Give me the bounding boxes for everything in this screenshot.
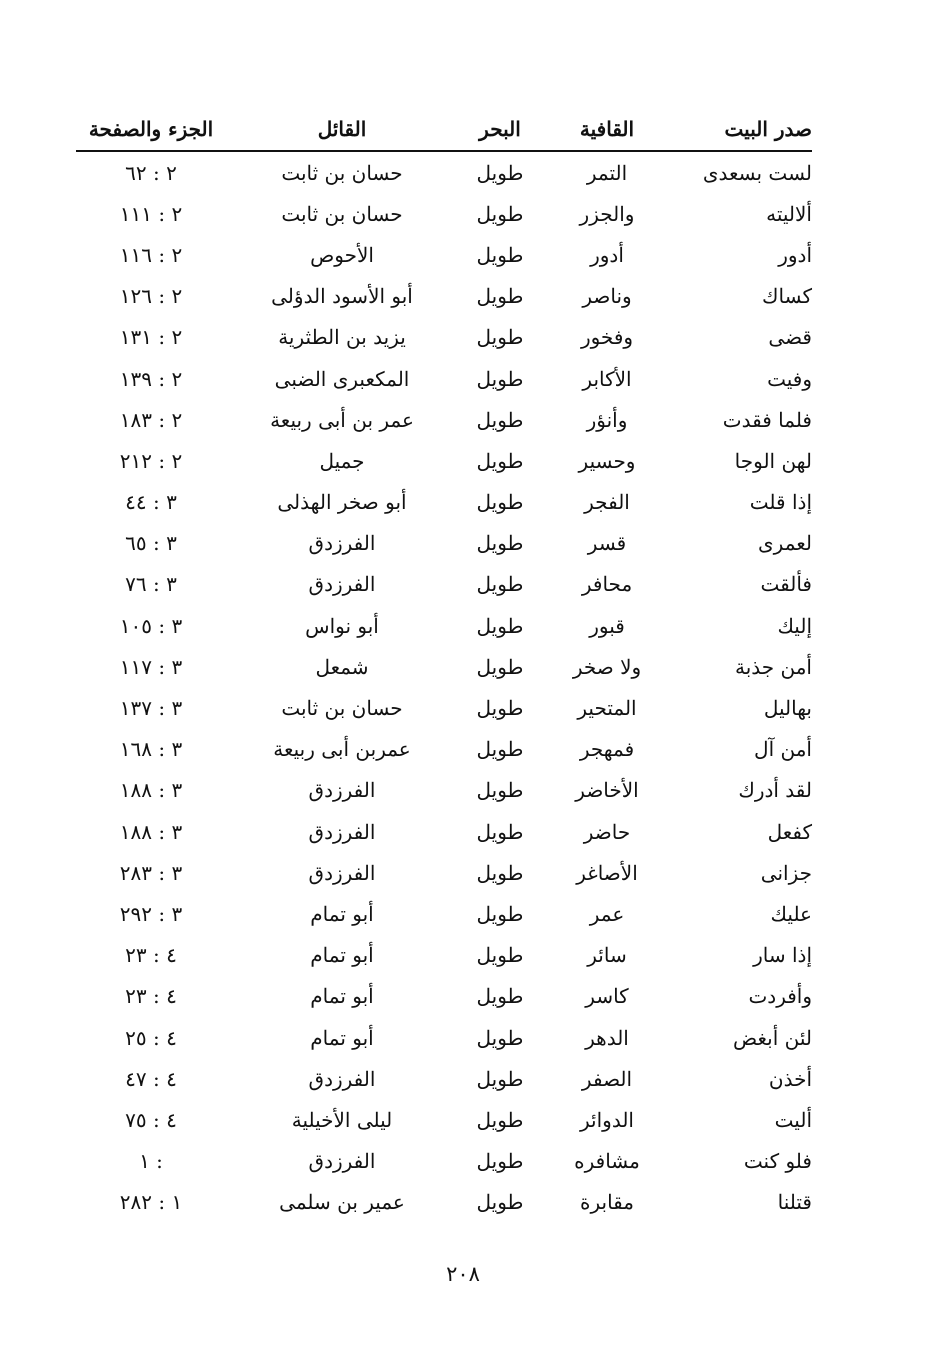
poet-cell: أبو تمام: [310, 984, 374, 1009]
verse-cell: أخذن: [768, 1066, 812, 1091]
header-verse: صدر البيت: [672, 108, 812, 151]
rhyme-cell: حاضر: [583, 819, 631, 844]
rhyme-cell: الدوائر: [580, 1107, 634, 1132]
meter-cell: طويل: [476, 613, 524, 638]
poet-cell: أبو تمام: [310, 943, 374, 968]
verse-cell: كساك: [762, 284, 812, 309]
rhyme-cell: التمر: [586, 160, 628, 185]
meter-cell: طويل: [476, 531, 524, 556]
poet-cell: الفرزدق: [308, 819, 376, 844]
verse-index-table: [76, 108, 812, 1223]
ref-cell: ٤ : ٤٧: [125, 1066, 177, 1091]
poet-cell: الفرزدق: [308, 778, 376, 803]
poet-cell: ليلى الأخيلية: [291, 1107, 393, 1132]
table-row: [76, 770, 812, 811]
table-row: [76, 440, 812, 481]
table-row: [76, 605, 812, 646]
table-row: [76, 1017, 812, 1058]
meter-cell: طويل: [476, 1107, 524, 1132]
ref-cell: ٤ : ٢٣: [125, 943, 177, 968]
meter-cell: طويل: [476, 778, 524, 803]
rhyme-cell: الأصاغر: [576, 860, 638, 885]
poet-cell: الفرزدق: [308, 572, 376, 597]
verse-cell: بهاليل: [763, 696, 812, 721]
meter-cell: طويل: [476, 654, 524, 679]
ref-cell: ٢ : ١٣١: [119, 325, 183, 350]
verse-cell: وفيت: [767, 366, 812, 391]
table-row: [76, 935, 812, 976]
table-row: [76, 1141, 812, 1182]
ref-cell: ٢ : ١٣٩: [119, 366, 183, 391]
verse-cell: فألقت: [760, 572, 812, 597]
table-row: [76, 564, 812, 605]
header-ref: الجزء والصفحة: [76, 108, 226, 151]
table-row: [76, 729, 812, 770]
header-rhyme: القافية: [542, 108, 672, 151]
meter-cell: طويل: [476, 1190, 524, 1215]
table-header-row: [76, 108, 812, 151]
verse-cell: أدور: [778, 242, 812, 267]
meter-cell: طويل: [476, 901, 524, 926]
rhyme-cell: الفجر: [584, 490, 630, 515]
table-row: [76, 646, 812, 687]
rhyme-cell: مقابرة: [579, 1190, 634, 1215]
rhyme-cell: الصفر: [581, 1066, 633, 1091]
poet-cell: يزيد بن الطثرية: [278, 325, 406, 350]
table-row: [76, 523, 812, 564]
rhyme-cell: قسر: [587, 531, 627, 556]
table-row: [76, 852, 812, 893]
poet-cell: المكعبرى الضبى: [274, 366, 410, 391]
poet-cell: الأحوص: [310, 242, 374, 267]
page-number: ٢٠٨: [446, 1262, 480, 1286]
verse-cell: لقد أدرك: [738, 778, 812, 803]
poet-cell: الفرزدق: [308, 860, 376, 885]
ref-cell: ٣ : ٦٥: [125, 531, 177, 556]
ref-cell: ٢ : ١١٦: [119, 242, 183, 267]
ref-cell: ٢ : ١٨٣: [119, 407, 183, 432]
meter-cell: طويل: [476, 1066, 524, 1091]
meter-cell: طويل: [476, 943, 524, 968]
poet-cell: عمربن أبى ربيعة: [273, 737, 411, 762]
meter-cell: طويل: [476, 366, 524, 391]
poet-cell: أبو صخر الهذلى: [277, 490, 407, 515]
rhyme-cell: والجزر: [579, 201, 635, 226]
meter-cell: طويل: [476, 572, 524, 597]
header-meter: البحر: [458, 108, 542, 151]
meter-cell: طويل: [476, 737, 524, 762]
verse-cell: أمن آل: [754, 737, 812, 762]
verse-cell: ألاليته: [766, 201, 812, 226]
table-row: [76, 358, 812, 399]
rhyme-cell: المتحير: [577, 696, 637, 721]
rhyme-cell: الأخاضر: [575, 778, 639, 803]
rhyme-cell: كاسر: [585, 984, 629, 1009]
verse-cell: أمن جذبة: [734, 654, 812, 679]
verse-cell: إليك: [777, 613, 812, 638]
poet-cell: حسان بن ثابت: [281, 696, 403, 721]
ref-cell: ٣ : ١١٧: [119, 654, 183, 679]
ref-cell: ٣ : ٤٤: [125, 490, 177, 515]
table-row: [76, 1182, 812, 1223]
ref-cell: ٢ : ١١١: [119, 201, 183, 226]
poet-cell: أبو الأسود الدؤلى: [271, 284, 413, 309]
meter-cell: طويل: [476, 448, 524, 473]
verse-cell: عليك: [770, 901, 812, 926]
table-row: [76, 687, 812, 728]
table-row: [76, 893, 812, 934]
rhyme-cell: سائر: [587, 943, 627, 968]
meter-cell: طويل: [476, 201, 524, 226]
verse-cell: كفعل: [767, 819, 812, 844]
meter-cell: طويل: [476, 984, 524, 1009]
table-row: [76, 811, 812, 852]
verse-cell: لعمرى: [758, 531, 812, 556]
rhyme-cell: محافر: [581, 572, 633, 597]
meter-cell: طويل: [476, 1149, 524, 1174]
poet-cell: الفرزدق: [308, 1149, 376, 1174]
header-poet: القائل: [226, 108, 458, 151]
ref-cell: ٣ : ٢٨٣: [119, 860, 183, 885]
meter-cell: طويل: [476, 325, 524, 350]
ref-cell: ٣ : ١٨٨: [119, 819, 183, 844]
meter-cell: طويل: [476, 819, 524, 844]
ref-cell: ٢ : ٢١٢: [119, 448, 183, 473]
meter-cell: طويل: [476, 284, 524, 309]
meter-cell: طويل: [476, 696, 524, 721]
ref-cell: ٤ : ٧٥: [125, 1107, 177, 1132]
ref-cell: ٣ : ١٠٥: [119, 613, 183, 638]
verse-cell: جزانى: [760, 860, 812, 885]
poet-cell: حسان بن ثابت: [281, 160, 403, 185]
verse-cell: قتلنا: [777, 1190, 812, 1215]
rhyme-cell: الدهر: [585, 1025, 629, 1050]
ref-cell: ٣ : ١٨٨: [119, 778, 183, 803]
meter-cell: طويل: [476, 407, 524, 432]
verse-cell: قضى: [768, 325, 812, 350]
table-row: [76, 1099, 812, 1140]
verse-cell: فلما فقدت: [722, 407, 812, 432]
meter-cell: طويل: [476, 860, 524, 885]
table-row: [76, 276, 812, 317]
meter-cell: طويل: [476, 1025, 524, 1050]
ref-cell: ٢ : ٦٢: [125, 160, 177, 185]
rhyme-cell: أدور: [590, 242, 624, 267]
poet-cell: عمير بن سلمى: [279, 1190, 405, 1215]
verse-cell: لئن أبغض: [733, 1025, 812, 1050]
poet-cell: أبو تمام: [310, 1025, 374, 1050]
ref-cell: ٣ : ٢٩٢: [119, 901, 183, 926]
table-row: [76, 151, 812, 193]
table-row: [76, 193, 812, 234]
table-row: [76, 234, 812, 275]
ref-cell: ٤ : ٢٣: [125, 984, 177, 1009]
verse-cell: إذا سار: [753, 943, 812, 968]
verse-cell: لست بسعدى: [702, 160, 812, 185]
rhyme-cell: الأكابر: [582, 366, 632, 391]
rhyme-cell: وفخور: [580, 325, 634, 350]
rhyme-cell: وحسير: [578, 448, 636, 473]
verse-cell: فلو كنت: [743, 1149, 812, 1174]
meter-cell: طويل: [476, 242, 524, 267]
verse-cell: أليت: [774, 1107, 812, 1132]
rhyme-cell: فمهجر: [579, 737, 635, 762]
rhyme-cell: وأنؤر: [586, 407, 628, 432]
ref-cell: ٣ : ٧٦: [125, 572, 177, 597]
table-row: [76, 976, 812, 1017]
verse-cell: وأفردت: [748, 984, 812, 1009]
ref-cell: ٤ : ٢٥: [125, 1025, 177, 1050]
table-row: [76, 317, 812, 358]
meter-cell: طويل: [476, 160, 524, 185]
poet-cell: جميل: [319, 448, 365, 473]
poet-cell: شمعل: [315, 654, 369, 679]
ref-cell: ٣ : ١٣٧: [119, 696, 183, 721]
rhyme-cell: قبور: [589, 613, 625, 638]
poet-cell: حسان بن ثابت: [281, 201, 403, 226]
poet-cell: أبو نواس: [305, 613, 379, 638]
table-row: [76, 1058, 812, 1099]
poet-cell: الفرزدق: [308, 531, 376, 556]
rhyme-cell: عمر: [589, 901, 625, 926]
ref-cell: ١ : ٢٨٢: [119, 1190, 183, 1215]
poet-cell: عمر بن أبى ربيعة: [270, 407, 414, 432]
ref-cell: ٢ : ١٢٦: [119, 284, 183, 309]
rhyme-cell: مشافره: [574, 1149, 640, 1174]
table-row: [76, 482, 812, 523]
ref-cell: ١ :: [139, 1149, 163, 1174]
table-row: [76, 399, 812, 440]
rhyme-cell: ولا صخر: [572, 654, 642, 679]
ref-cell: ٣ : ١٦٨: [119, 737, 183, 762]
poet-cell: الفرزدق: [308, 1066, 376, 1091]
verse-cell: إذا قلت: [749, 490, 812, 515]
meter-cell: طويل: [476, 490, 524, 515]
rhyme-cell: وناصر: [582, 284, 632, 309]
verse-cell: لهن الوجا: [734, 448, 812, 473]
poet-cell: أبو تمام: [310, 901, 374, 926]
